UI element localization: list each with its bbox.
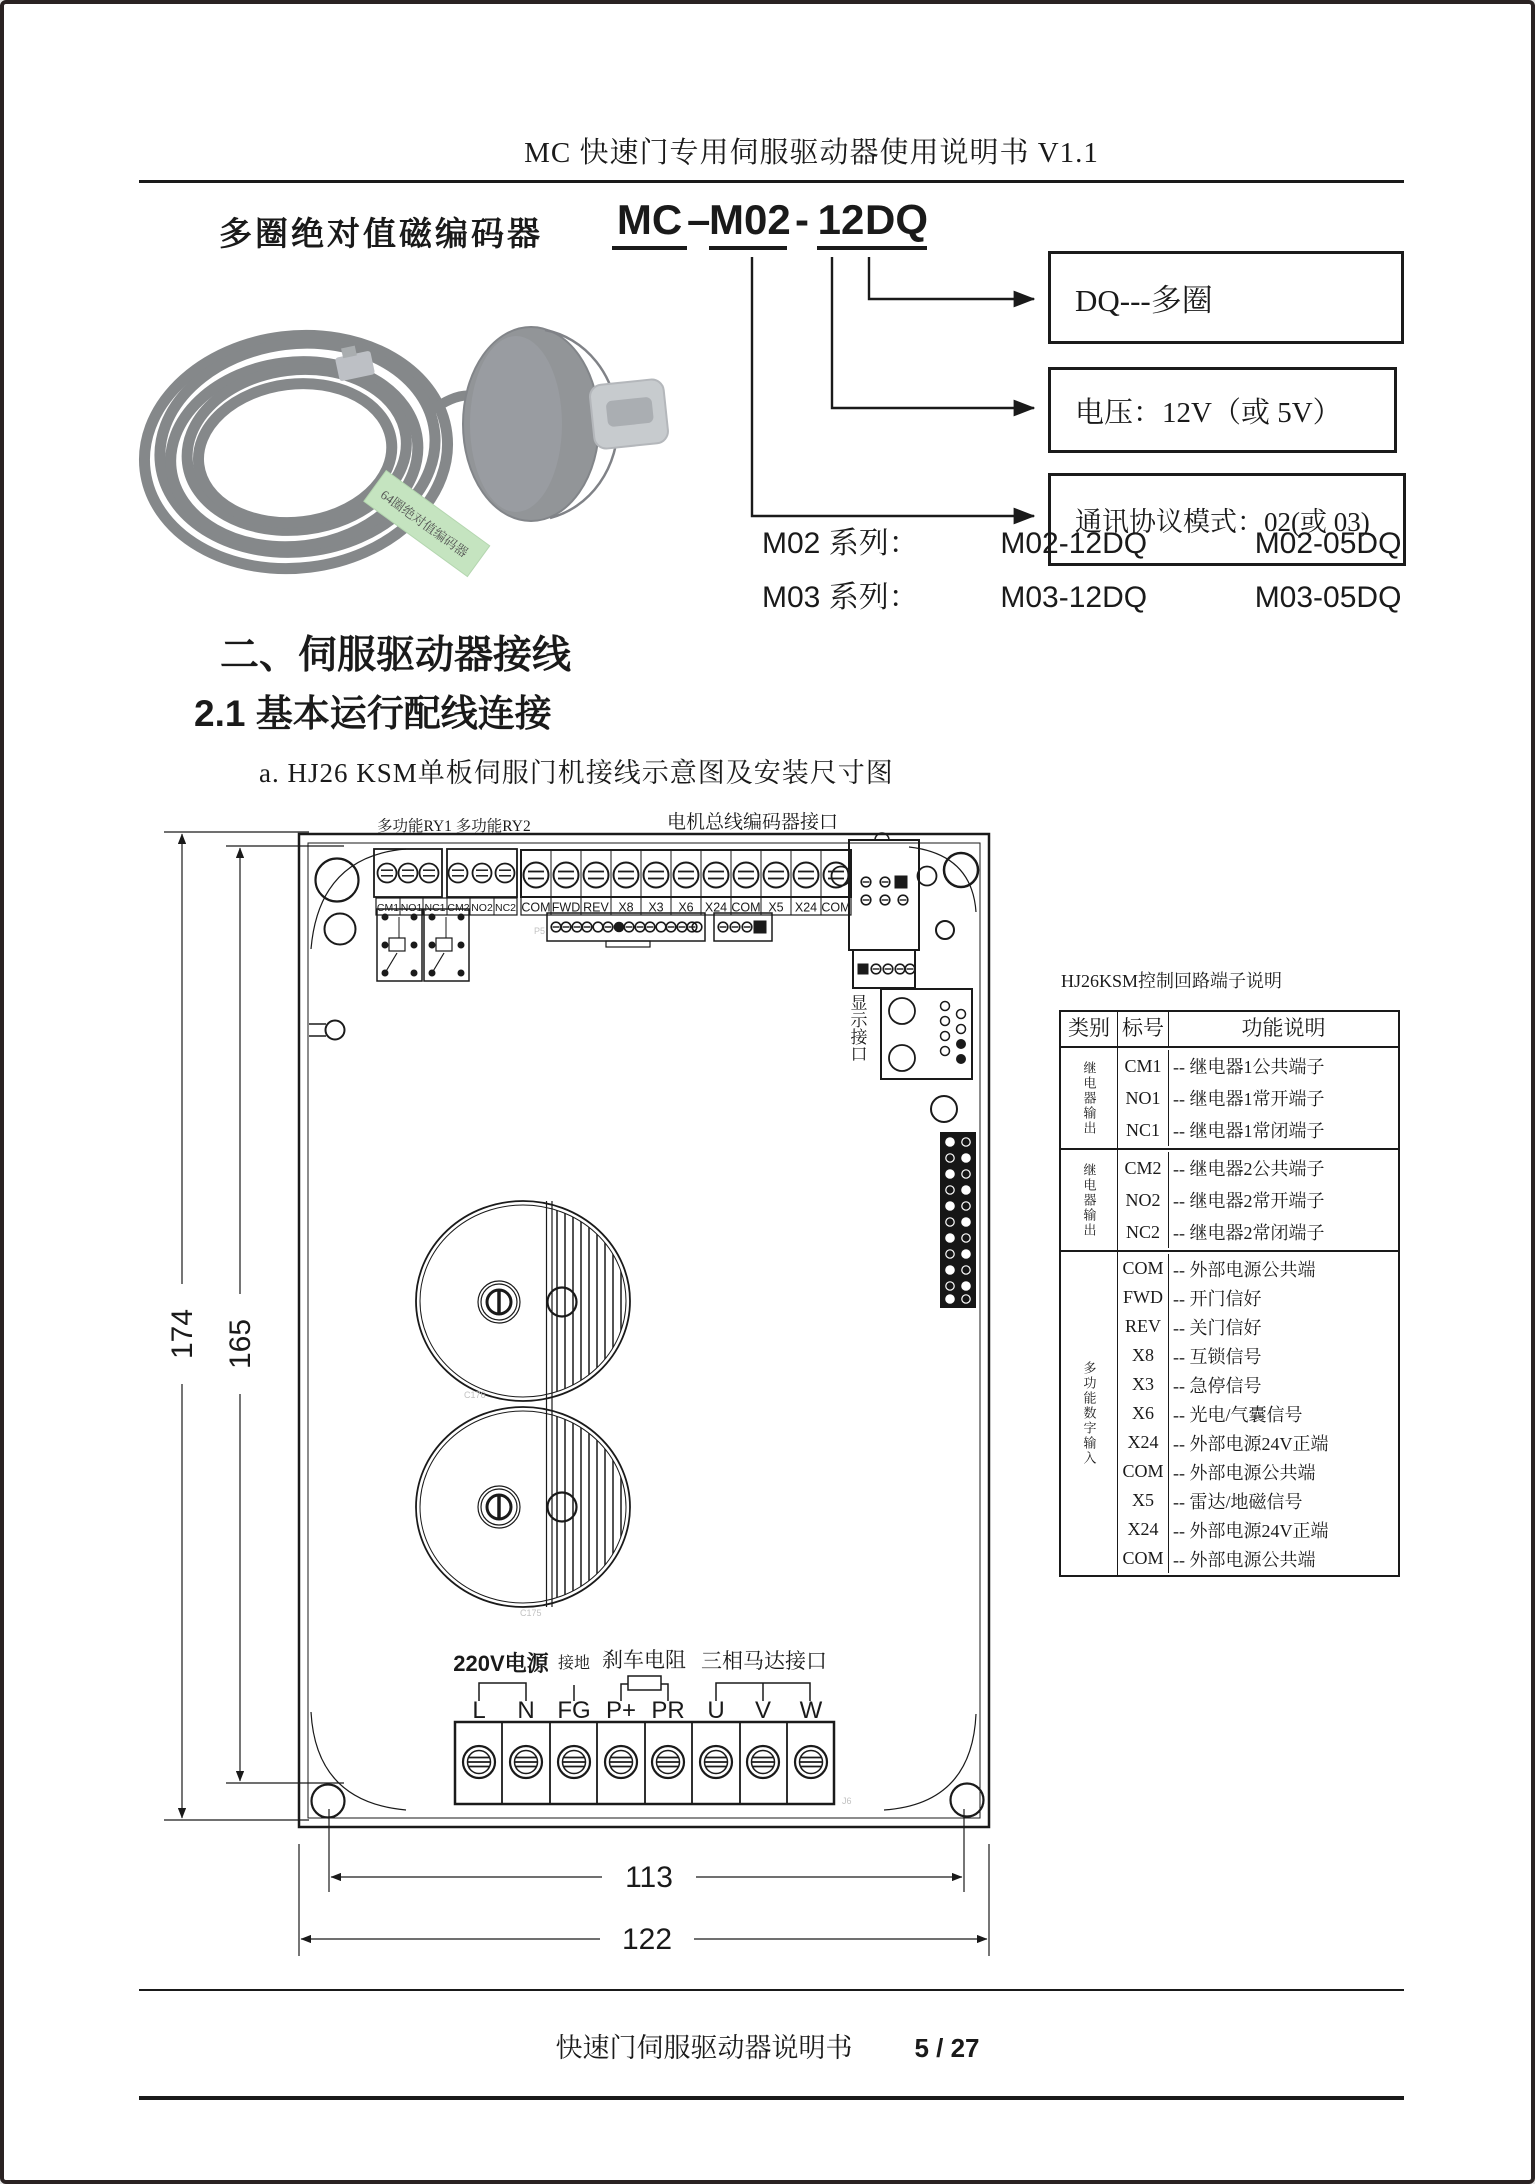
io-terminal-label: X6: [678, 900, 694, 915]
series-model: M03-05DQ: [1254, 581, 1402, 614]
model-dash1: –: [687, 196, 711, 243]
display-connector: [881, 989, 972, 1079]
terminal-id: X8: [1118, 1341, 1169, 1370]
io-terminal-label: FWD: [551, 900, 581, 915]
terminal-id: COM: [1118, 1254, 1169, 1283]
table-row: [1118, 1050, 1398, 1082]
terminal-desc: -- 继电器1公共端子: [1173, 1057, 1325, 1077]
table-row: [1118, 1428, 1398, 1457]
terminal-id: REV: [1118, 1312, 1169, 1341]
power-group-label: 220V电源: [453, 1651, 549, 1676]
power-terminal-label: W: [799, 1697, 823, 1724]
product-label: 多圈绝对值磁编码器: [219, 215, 543, 252]
table-row: [1118, 1114, 1398, 1146]
io-terminal-label: X3: [648, 900, 664, 915]
ref-designator: C176: [464, 1390, 486, 1400]
table-row: [1118, 1457, 1398, 1486]
dim-width-inner: 113: [625, 1861, 673, 1894]
callout-box-voltage: 电压：12V（或 5V）: [1048, 367, 1397, 453]
terminal-id: COM: [1118, 1457, 1169, 1486]
series-row-m03: [762, 572, 1401, 626]
relay-functions-label: 多功能RY1 多功能RY2: [377, 818, 531, 835]
power-terminal-label: FG: [557, 1697, 591, 1724]
page-title: MC 快速门专用伺服驱动器使用说明书 V1.1: [524, 137, 1099, 169]
terminal-desc: -- 急停信号: [1173, 1375, 1262, 1396]
io-terminal-label: X24: [704, 900, 728, 915]
terminal-id: X3: [1118, 1370, 1169, 1399]
table-header-category: 类别: [1061, 1012, 1118, 1046]
terminal-desc: -- 关门信好: [1173, 1317, 1262, 1338]
table-header: [1061, 1012, 1398, 1048]
model-dash2: -: [795, 196, 809, 243]
model-part-m02: M02: [709, 196, 787, 250]
table-row: [1118, 1152, 1398, 1184]
brake-resistor-symbol: [628, 1676, 661, 1690]
io-terminal-label: X24: [794, 900, 818, 915]
footer-page-number: 5 / 27: [914, 2033, 980, 2063]
relay-terminal-label: NO2: [471, 902, 493, 914]
table-group-digital-inputs: [1061, 1252, 1398, 1575]
terminal-id: NC2: [1118, 1216, 1169, 1248]
io-terminal-label: REV: [583, 900, 609, 915]
terminal-desc: -- 继电器2常闭端子: [1173, 1223, 1325, 1243]
terminal-id: FWD: [1118, 1283, 1169, 1312]
terminal-id: NC1: [1118, 1114, 1169, 1146]
relay-terminal-label: NC1: [424, 902, 446, 914]
dim-height-inner: 165: [224, 1318, 257, 1370]
power-terminal-label: P+: [605, 1697, 637, 1724]
model-part-dq: DQ: [865, 196, 927, 250]
terminal-desc: -- 外部电源公共端: [1173, 1462, 1316, 1483]
relay-terminal-label: NO1: [400, 902, 423, 914]
terminal-desc: -- 雷达/地磁信号: [1173, 1491, 1303, 1512]
table-row: [1118, 1254, 1398, 1283]
terminal-id: X6: [1118, 1399, 1169, 1428]
dim-width-outer: 122: [621, 1923, 673, 1956]
table-title: HJ26KSM控制回路端子说明: [1061, 971, 1283, 991]
group-category: 继电器输出: [1061, 1048, 1118, 1148]
display-port-label: 显示接口: [847, 994, 867, 1062]
footer-rule-bottom: [139, 2096, 1404, 2100]
table-row: [1118, 1312, 1398, 1341]
terminal-desc: -- 继电器1常闭端子: [1173, 1121, 1325, 1141]
io-terminal-label: X5: [768, 900, 784, 915]
power-terminal-label: PR: [651, 1697, 685, 1724]
board-diagram: [99, 794, 1034, 1964]
power-group-label: 接地: [557, 1655, 591, 1672]
pin-header: [940, 1132, 976, 1308]
terminal-desc: -- 光电/气囊信号: [1173, 1404, 1303, 1425]
mounting-hole: [312, 1785, 345, 1818]
io-terminal-label: COM: [731, 900, 761, 915]
mounting-hole: [951, 1784, 984, 1817]
model-code: [612, 196, 927, 250]
model-part-12: 12: [817, 196, 865, 250]
encoder-tag-text: 64圈绝对值编码器: [377, 486, 471, 561]
terminal-desc: -- 外部电源24V正端: [1173, 1520, 1329, 1541]
series-name: M03 系列：: [762, 581, 919, 614]
callout-box-dq: DQ---多圈: [1048, 251, 1404, 344]
table-row: [1118, 1082, 1398, 1114]
terminal-id: CM2: [1118, 1152, 1169, 1184]
subsection-heading: 2.1 基本运行配线连接: [194, 693, 552, 734]
power-terminal-label: U: [707, 1697, 725, 1724]
encoder-port-label: 电机总线编码器接口: [667, 812, 839, 833]
figure-caption: a. HJ26 KSM单板伺服门机接线示意图及安装尺寸图: [259, 758, 894, 788]
terminal-id: X24: [1118, 1428, 1169, 1457]
power-terminal-label: N: [517, 1697, 535, 1724]
relay-terminal-label: NC2: [494, 902, 517, 914]
pin-connector-strip: [547, 913, 772, 947]
capacitor: [416, 1194, 630, 1404]
io-terminal-label: X8: [618, 900, 634, 915]
table-row: [1118, 1544, 1398, 1573]
terminal-desc: -- 外部电源24V正端: [1173, 1433, 1329, 1454]
terminal-desc: -- 继电器2常开端子: [1173, 1191, 1325, 1211]
dim-height-outer: 174: [166, 1308, 199, 1360]
terminal-id: NO2: [1118, 1184, 1169, 1216]
encoder-photo: [99, 254, 674, 589]
capacitor: [416, 1404, 630, 1614]
header-rule: [139, 180, 1404, 183]
terminal-desc: -- 继电器1常开端子: [1173, 1089, 1325, 1109]
terminal-id: X5: [1118, 1486, 1169, 1515]
terminal-id: CM1: [1118, 1050, 1169, 1082]
section-heading: 二、伺服驱动器接线: [220, 634, 572, 677]
io-terminal-label: COM: [821, 900, 851, 915]
power-group-label: 三相马达接口: [701, 1649, 827, 1673]
footer-text: 快速门伺服驱动器说明书: [555, 2033, 853, 2063]
terminal-desc: -- 互锁信号: [1173, 1346, 1262, 1367]
relay-terminal-label: CM1: [376, 902, 400, 914]
ref-designator: J6: [842, 1796, 852, 1806]
arrow-protocol: [752, 257, 1034, 516]
power-terminal-label: V: [754, 1697, 772, 1724]
power-terminal-block: [455, 1722, 834, 1804]
relay-component: [377, 909, 469, 981]
table-group-relay2: [1061, 1150, 1398, 1252]
page-footer: [4, 2026, 1531, 2065]
terminal-desc: -- 继电器2公共端子: [1173, 1159, 1325, 1179]
table-row: [1118, 1283, 1398, 1312]
table-row: [1118, 1370, 1398, 1399]
footer-rule-top: [139, 1989, 1404, 1991]
series-list: [762, 518, 1401, 626]
terminal-desc: -- 外部电源公共端: [1173, 1549, 1316, 1570]
table-row: [1118, 1216, 1398, 1248]
table-group-relay1: [1061, 1048, 1398, 1150]
io-terminal-label: COM: [521, 900, 551, 915]
terminal-id: NO1: [1118, 1082, 1169, 1114]
table-row: [1118, 1184, 1398, 1216]
table-row: [1118, 1341, 1398, 1370]
series-row-m02: [762, 518, 1401, 572]
arrow-dq: [869, 257, 1034, 299]
table-header-desc: 功能说明: [1241, 1016, 1326, 1040]
group-category: 继电器输出: [1061, 1150, 1118, 1250]
ref-designator: C175: [520, 1608, 542, 1618]
callout-box-protocol: 通讯协议模式：02(或 03): [1048, 473, 1406, 566]
ref-designator: P5: [534, 926, 546, 936]
power-group-label: 刹车电阻: [602, 1648, 686, 1672]
photo-wash: [99, 254, 674, 589]
series-model: M03-12DQ: [1000, 581, 1148, 614]
arrow-voltage: [832, 257, 1034, 408]
terminal-desc: -- 开门信好: [1173, 1288, 1262, 1309]
series-model: M02-05DQ: [1254, 527, 1402, 560]
table-row: [1118, 1486, 1398, 1515]
table-row: [1118, 1515, 1398, 1544]
callout-arrows: [744, 249, 1054, 534]
table-header-id: 标号: [1118, 1012, 1169, 1046]
terminal-desc: -- 外部电源公共端: [1173, 1259, 1316, 1280]
group-category: 多功能数字输入: [1061, 1252, 1118, 1575]
terminal-table: [1059, 1010, 1400, 1577]
model-part-mc: MC: [612, 196, 687, 250]
series-model: M02-12DQ: [1000, 527, 1148, 560]
board-outline: [299, 834, 989, 1827]
terminal-id: X24: [1118, 1515, 1169, 1544]
table-row: [1118, 1399, 1398, 1428]
power-terminal-label: L: [472, 1697, 486, 1724]
series-name: M02 系列：: [762, 527, 919, 560]
terminal-id: COM: [1118, 1544, 1169, 1573]
relay-terminal-label: CM2: [447, 902, 470, 914]
